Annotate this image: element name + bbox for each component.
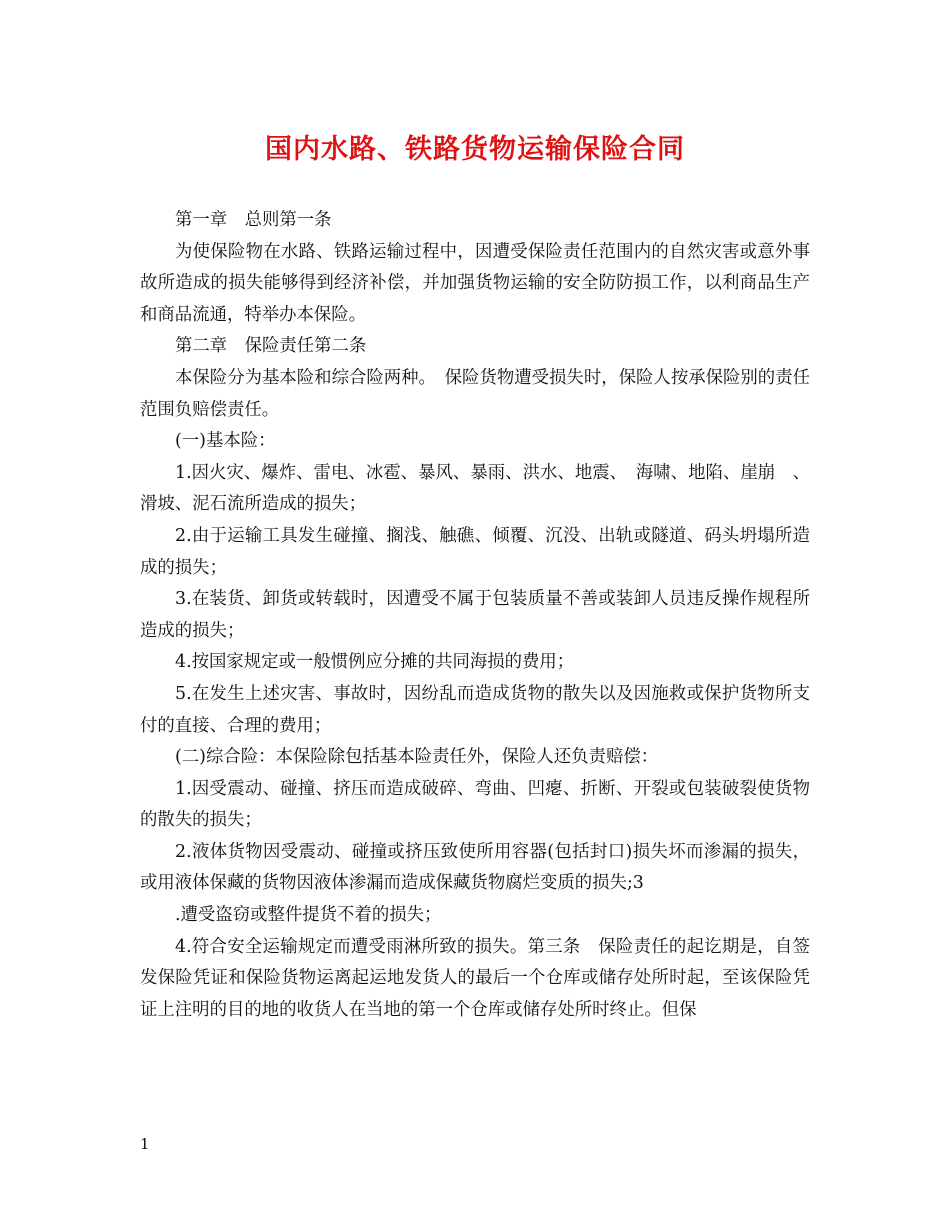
section-heading: (二)综合险：本保险除包括基本险责任外，保险人还负责赔偿： bbox=[175, 747, 659, 768]
list-item: 5.在发生上述灾害、事故时，因纷乱而造成货物的散失以及因施救或保护货物所支付的直接、合理的费用； bbox=[140, 683, 810, 736]
list-item: 4.按国家规定或一般惯例应分摊的共同海损的费用； bbox=[175, 652, 575, 673]
list-item: 2.由于运输工具发生碰撞、搁浅、触礁、倾覆、沉没、出轨或隧道、码头坍塌所造成的损失； bbox=[140, 525, 810, 578]
section-heading: (一)基本险： bbox=[175, 431, 276, 452]
paragraph: 为使保险物在水路、铁路运输过程中，因遭受保险责任范围内的自然灾害或意外事故所造成的损失能够得到经济补偿，并加强货物运输的安全防防损工作，以利商品生产和商品流通，特举办本保险。 bbox=[140, 241, 810, 325]
list-item: .遭受盗窃或整件提货不着的损失； bbox=[175, 905, 442, 926]
page-number: 1 bbox=[140, 1135, 150, 1153]
chapter-heading: 第二章 保险责任第二条 bbox=[175, 336, 367, 357]
chapter-heading: 第一章 总则第一条 bbox=[175, 210, 332, 230]
document-body bbox=[140, 205, 810, 1026]
list-item: 1.因受震动、碰撞、挤压而造成破碎、弯曲、凹瘪、折断、开裂或包装破裂使货物的散失的损失； bbox=[140, 778, 810, 831]
list-item: 1.因火灾、爆炸、雷电、冰雹、暴风、暴雨、洪水、地震、 海啸、地陷、崖崩 、滑坡、泥石流所造成的损失； bbox=[140, 462, 810, 515]
list-item: 3.在装货、卸货或转载时，因遭受不属于包装质量不善或装卸人员违反操作规程所造成的损失； bbox=[140, 589, 810, 641]
list-item: 2.液体货物因受震动、碰撞或挤压致使所用容器(包括封口)损失坏而渗漏的损失，或用液体保藏的货物因液体渗漏而造成保藏货物腐烂变质的损失;3 bbox=[140, 841, 810, 894]
paragraph: 本保险分为基本险和综合险两种。 保险货物遭受损失时，保险人按承保险别的责任范围负赔偿责任。 bbox=[140, 367, 810, 420]
document-title: 国内水路、铁路货物运输保险合同 bbox=[265, 134, 685, 165]
list-item: 4.符合安全运输规定而遭受雨淋所致的损失。第三条 保险责任的起讫期是，自签发保险凭证和保险货物运离起运地发货人的最后一个仓库或储存处所时起，至该保险凭证上注明的目的地的收货人在当地的第一个仓库或储存处所时终止。但保 bbox=[140, 936, 810, 1020]
